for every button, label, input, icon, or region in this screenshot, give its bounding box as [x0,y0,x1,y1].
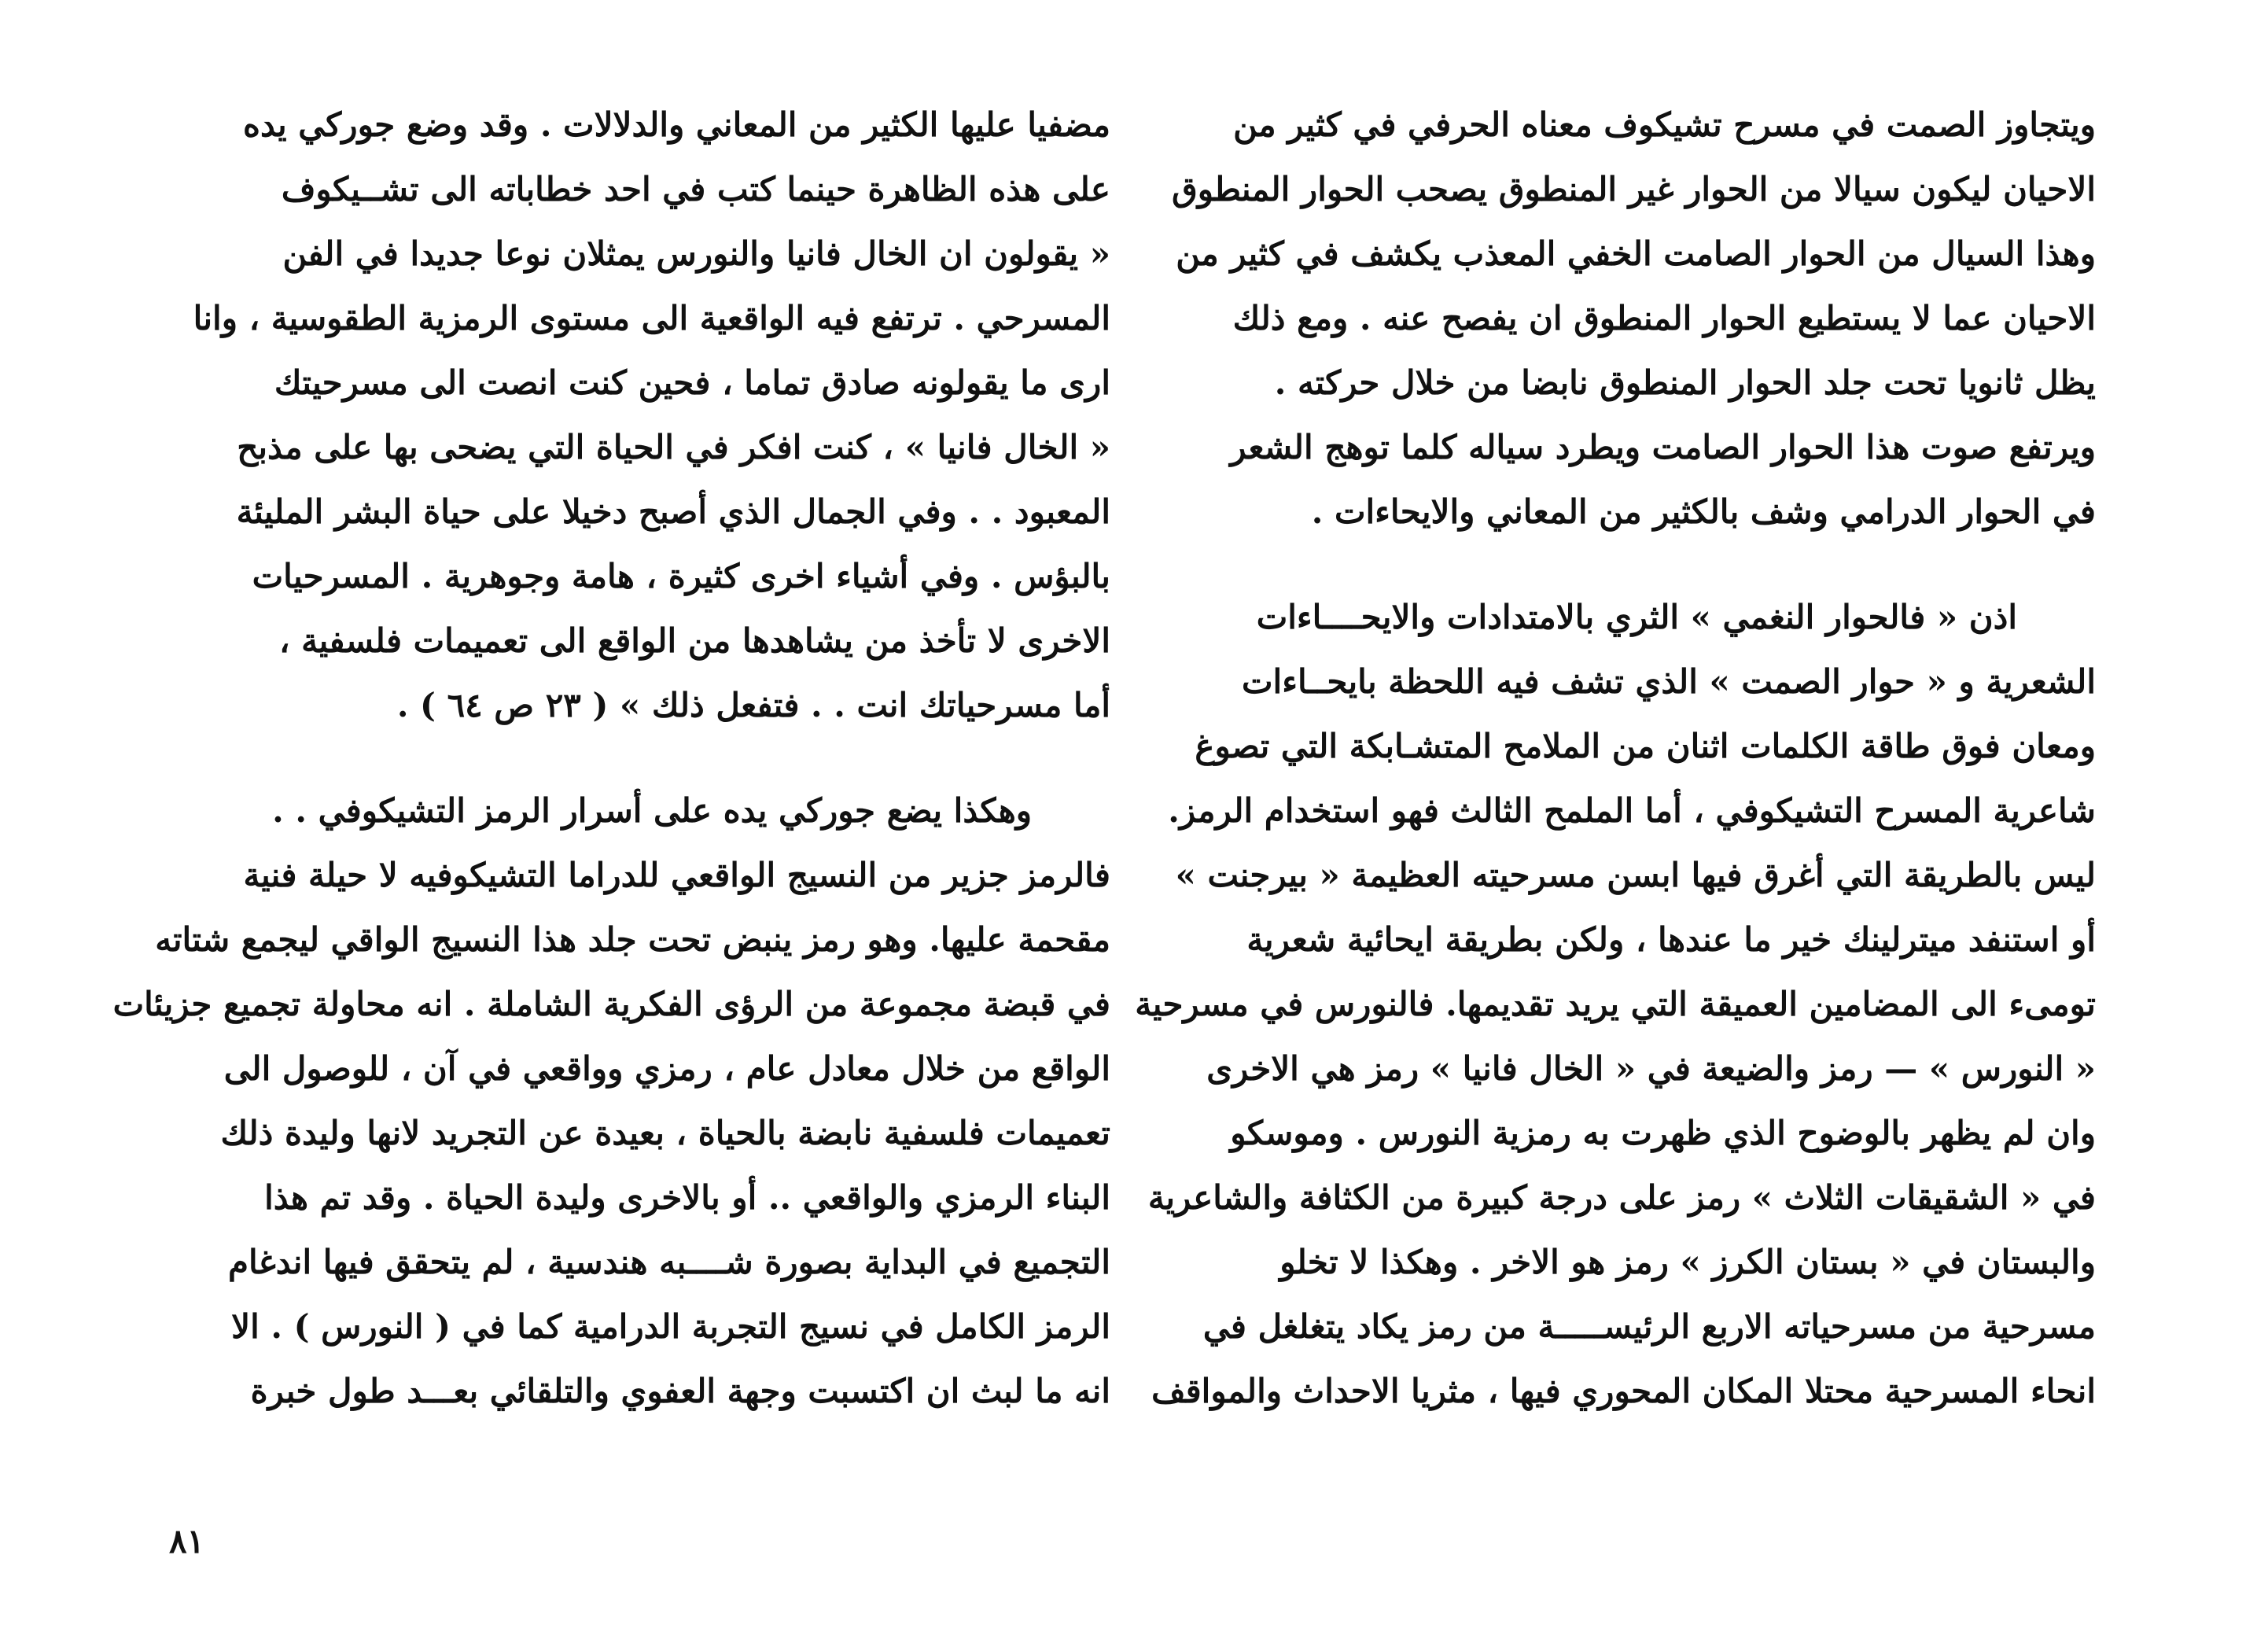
left-text-column [112,93,1110,1424]
text-line: الاخرى لا تأخذ من يشاهدها من الواقع الى تعميمات فلسفية ، [278,621,1110,660]
text-line: الاحيان عما لا يستطيع الحوار المنطوق ان يفصح عنه . ومع ذلك [1232,299,2096,337]
right-text-column [1135,93,2096,1424]
text-line: في قبضة مجموعة من الرؤى الفكرية الشاملة . انه محاولة تجميع جزيئات [112,985,1110,1023]
text-line: الرمز الكامل في نسيج التجربة الدرامية كما في ( النورس ) . الا [231,1307,1110,1346]
text-line: في « الشقيقات الثلاث » رمز على درجة كبيرة من الكثافة والشاعرية [1147,1178,2096,1217]
text-line: البناء الرمزي والواقعي .. أو بالاخرى وليدة الحياة . وقد تم هذا [264,1178,1110,1217]
text-line: مضفيا عليها الكثير من المعاني والدلالات . وقد وضع جوركي يده [242,105,1110,144]
text-line: انحاء المسرحية محتلا المكان المحوري فيها ، مثريا الاحداث والمواقف [1151,1372,2096,1410]
text-line: الشعرية و « حوار الصمت » الذي تشف فيه اللحظة بايحــاءات [1242,662,2096,701]
text-line: مسرحية من مسرحياته الاربع الرئيســـــة من رمز يكاد يتغلغل في [1202,1307,2096,1346]
text-line: ومعان فوق طاقة الكلمات اثنان من الملامح المتشـابكة التي تصوغ [1195,727,2096,765]
page-number: ٨١ [169,1522,205,1560]
text-line: وهذا السيال من الحوار الصامت الخفي المعذب يكشف في كثير من [1176,234,2096,273]
text-line: وهكذا يضع جوركي يده على أسرار الرمز التشيكوفي . . [272,791,1032,830]
text-line: « الخال فانيا » ، كنت افكر في الحياة التي يضحى بها على مذبح [237,428,1110,466]
text-line: انه ما لبث ان اكتسبت وجهة العفوي والتلقائي بعـــد طول خبرة [250,1372,1110,1410]
text-line: في الحوار الدرامي وشف بالكثير من المعاني والايحاءات . [1311,492,2096,531]
text-line: التجميع في البداية بصورة شــــبه هندسية ، لم يتحقق فيها اندغام [227,1243,1110,1281]
text-line: أو استنفد ميترلينك خير ما عندها ، ولكن بطريقة ايحائية شعرية [1246,920,2096,959]
text-line: وان لم يظهر بالوضوح الذي ظهرت به رمزية النورس . وموسكو [1230,1114,2096,1152]
text-line: فالرمز جزير من النسيج الواقعي للدراما التشيكوفيه لا حيلة فنية [243,856,1110,894]
text-line: « يقولون ان الخال فانيا والنورس يمثلان نوعا جديدا في الفن [282,234,1110,273]
text-line: والبستان في « بستان الكرز » رمز هو الاخر . وهكذا لا تخلو [1279,1243,2096,1281]
text-line: المعبود . . وفي الجمال الذي أصبح دخيلا على حياة البشر المليئة [236,492,1110,531]
text-line: الاحيان ليكون سيالا من الحوار غير المنطوق يصحب الحوار المنطوق [1172,170,2096,208]
paragraph [112,779,1110,1424]
text-line: اذن « فالحوار النغمي » الثري بالامتدادات والايحــــاءات [1256,598,2017,636]
text-line: يظل ثانويا تحت جلد الحوار المنطوق نابضا من خلال حركته . [1274,363,2096,402]
text-line: ويتجاوز الصمت في مسرح تشيكوف معناه الحرفي في كثير من [1233,105,2096,144]
paragraph [193,93,1110,738]
text-line: تعميمات فلسفية نابضة بالحياة ، بعيدة عن التجريد لانها وليدة ذلك [220,1114,1110,1152]
text-line: على هذه الظاهرة حينما كتب في احد خطاباته الى تشــيكوف [281,170,1110,208]
paragraph [1135,585,2096,1424]
text-line: المسرحي . ترتفع فيه الواقعية الى مستوى الرمزية الطقوسية ، وانا [193,299,1110,337]
text-line: شاعرية المسرح التشيكوفي ، أما الملمح الثالث فهو استخدام الرمز. [1168,791,2096,830]
text-line: تومىء الى المضامين العميقة التي يريد تقديمها. فالنورس في مسرحية [1135,985,2096,1023]
paragraph [1172,93,2096,544]
text-line: الواقع من خلال معادل عام ، رمزي وواقعي في آن ، للوصول الى [223,1049,1110,1088]
text-line: مقحمة عليها. وهو رمز ينبض تحت جلد هذا النسيج الواقي ليجمع شتاته [155,920,1110,959]
text-line: بالبؤس . وفي أشياء اخرى كثيرة ، هامة وجوهرية . المسرحيات [252,557,1110,595]
text-line: أما مسرحياتك انت . . فتفعل ذلك » ( ٢٣ ص ٦٤ ) . [396,686,1110,724]
text-line: ليس بالطريقة التي أغرق فيها ابسن مسرحيته العظيمة « بيرجنت » [1175,856,2096,894]
text-line: « النورس » — رمز والضيعة في « الخال فانيا » رمز هي الاخرى [1206,1049,2096,1088]
text-line: ويرتفع صوت هذا الحوار الصامت ويطرد سياله كلما توهج الشعر [1230,428,2096,466]
text-line: ارى ما يقولونه صادق تماما ، فحين كنت انصت الى مسرحيتك [274,363,1110,402]
